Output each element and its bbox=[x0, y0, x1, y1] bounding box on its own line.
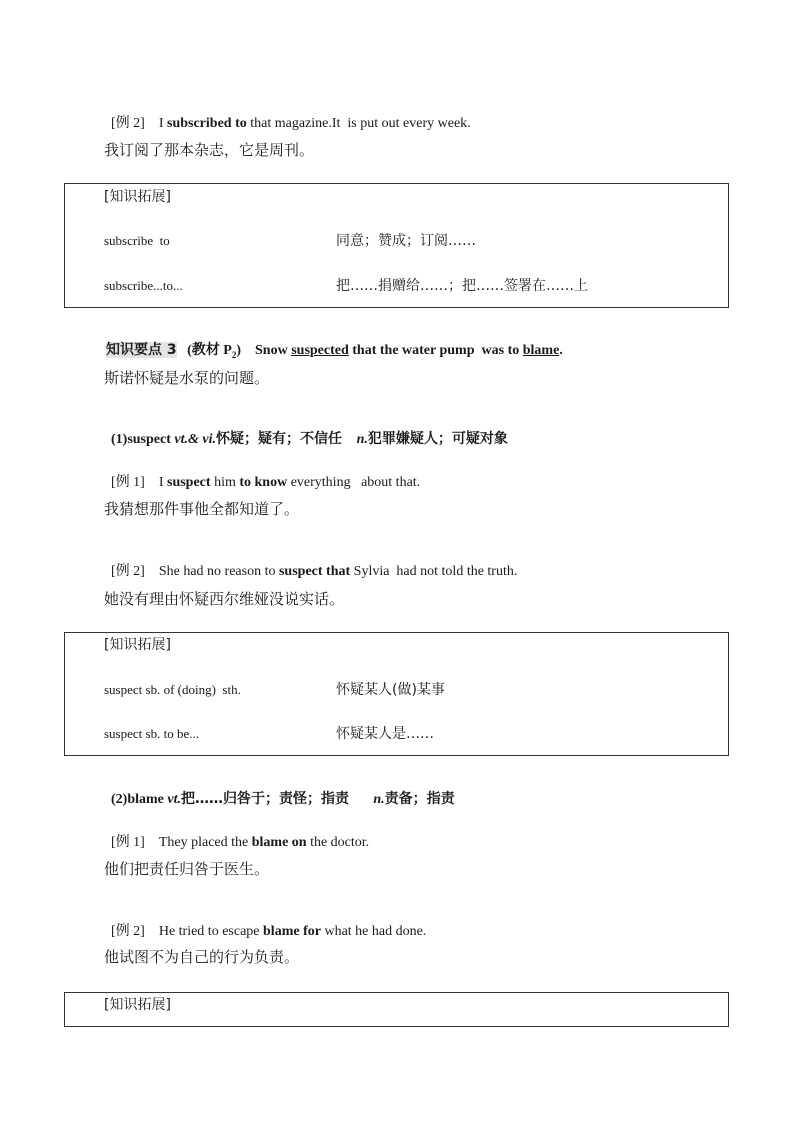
keyword: suspect that bbox=[278, 564, 351, 579]
textbook-ref-page: 2 bbox=[231, 349, 237, 360]
text: I bbox=[158, 116, 167, 131]
text: what he had done. bbox=[320, 924, 427, 939]
example-sentence bbox=[104, 816, 369, 852]
example-translation: 我订阅了那本杂志，它是周刊。 bbox=[104, 141, 315, 159]
textbook-ref: (教材 P bbox=[187, 343, 232, 358]
example-label: [例 1] bbox=[111, 835, 145, 850]
text: . bbox=[559, 343, 563, 358]
phrase: subscribe...to... bbox=[104, 278, 183, 293]
phrase-meaning: 把……捐赠给……；把……签署在……上 bbox=[336, 278, 588, 294]
phrase-meaning: 怀疑某人是…… bbox=[336, 726, 434, 742]
phrase-meaning: 同意；赞成；订阅…… bbox=[336, 233, 476, 249]
example-sentence bbox=[104, 905, 426, 941]
text: everything about that. bbox=[287, 475, 421, 490]
example-label: [例 2] bbox=[111, 924, 145, 939]
text: the doctor. bbox=[306, 835, 370, 850]
text: 责备；指责 bbox=[384, 791, 455, 807]
example-translation: 他试图不为自己的行为负责。 bbox=[104, 948, 300, 966]
example-label: [例 2] bbox=[111, 564, 145, 579]
text: that magazine.It is put out every week. bbox=[246, 116, 471, 131]
text: He tried to escape bbox=[158, 924, 264, 939]
text: (1)suspect bbox=[111, 432, 175, 447]
keyword: blame for bbox=[263, 924, 321, 939]
entry-heading-blame bbox=[104, 772, 455, 809]
text: (2)blame bbox=[111, 792, 168, 807]
phrase: suspect sb. of (doing) sth. bbox=[104, 682, 241, 697]
example-translation: 她没有理由怀疑西尔维娅没说实话。 bbox=[104, 590, 345, 608]
key-point-badge: 知识要点 3 bbox=[106, 342, 177, 358]
text: They placed the bbox=[158, 835, 252, 850]
key-point-heading bbox=[99, 323, 563, 364]
example-sentence bbox=[104, 456, 420, 492]
text: I bbox=[158, 475, 167, 490]
part-of-speech: vt. bbox=[167, 792, 181, 807]
example-label: [例 1] bbox=[111, 475, 145, 490]
text: ) bbox=[236, 343, 242, 358]
phrase: subscribe to bbox=[104, 233, 170, 248]
keyword: subscribed to bbox=[167, 116, 247, 131]
keyword: to know bbox=[239, 475, 288, 490]
text: Snow bbox=[255, 343, 292, 358]
underlined-word: suspected bbox=[291, 343, 349, 358]
text: 怀疑；疑有；不信任 bbox=[216, 431, 357, 447]
part-of-speech: n. bbox=[373, 792, 385, 807]
key-point-translation: 斯诺怀疑是水泵的问题。 bbox=[104, 369, 270, 387]
entry-heading-suspect bbox=[104, 412, 508, 449]
text: 把……归咎于；责怪；指责 bbox=[181, 791, 374, 807]
part-of-speech: vt.& vi. bbox=[174, 432, 216, 447]
box-title: [知识拓展] bbox=[104, 997, 171, 1013]
text: 犯罪嫌疑人；可疑对象 bbox=[367, 431, 508, 447]
keyword: suspect bbox=[167, 475, 211, 490]
example-label: [例 2] bbox=[111, 116, 145, 131]
keyword: blame on bbox=[251, 835, 307, 850]
phrase-meaning: 怀疑某人(做)某事 bbox=[336, 682, 445, 698]
box-title: [知识拓展] bbox=[104, 189, 171, 205]
example-sentence bbox=[104, 545, 517, 581]
text: Sylvia had not told the truth. bbox=[350, 564, 518, 579]
example-translation: 我猜想那件事他全都知道了。 bbox=[104, 500, 300, 518]
box-title: [知识拓展] bbox=[104, 637, 171, 653]
part-of-speech: n. bbox=[356, 432, 368, 447]
phrase: suspect sb. to be... bbox=[104, 726, 199, 741]
example-translation: 他们把责任归咎于医生。 bbox=[104, 860, 270, 878]
underlined-word: blame bbox=[522, 343, 560, 358]
text: She had no reason to bbox=[158, 564, 279, 579]
text: him bbox=[210, 475, 240, 490]
example-sentence bbox=[104, 97, 471, 133]
text: that the water pump was to bbox=[348, 343, 523, 358]
